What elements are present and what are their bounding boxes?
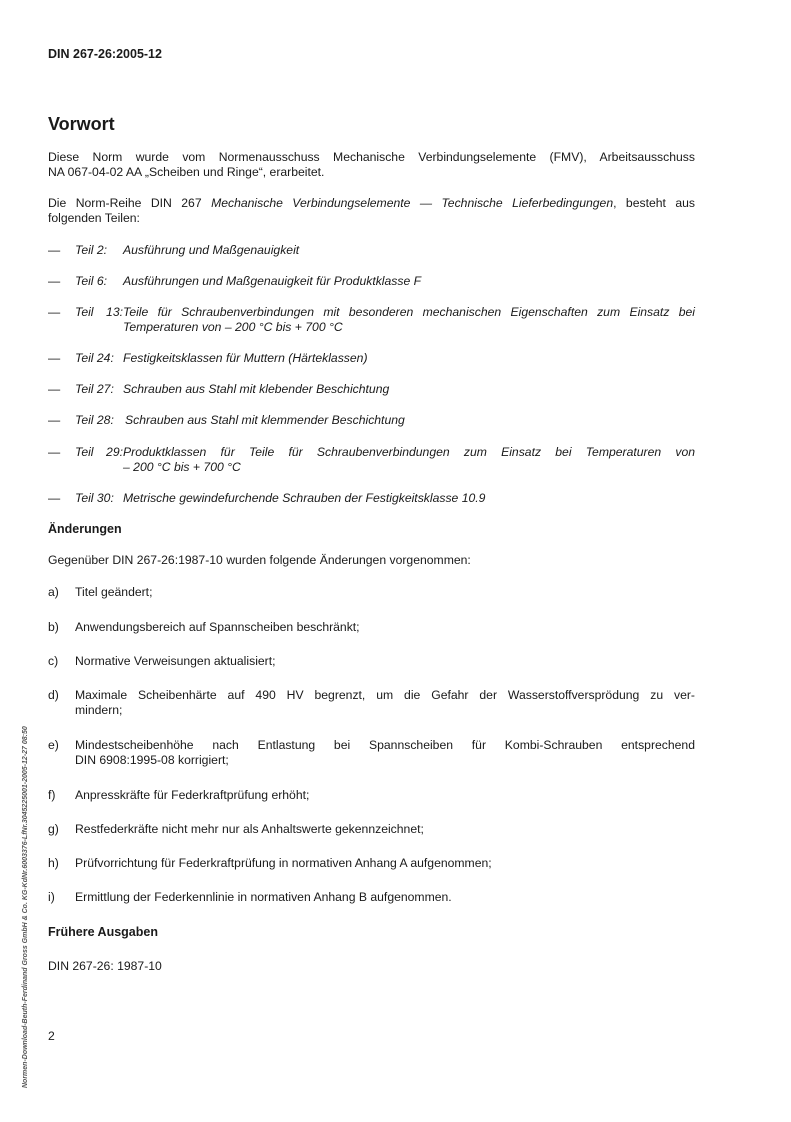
part-label: Teil 29: [75, 445, 123, 459]
foreword-paragraph-2 [48, 196, 695, 226]
part-label: Teil 30: [75, 491, 114, 505]
part-text-continued: – 200 °C bis + 700 °C [123, 460, 241, 474]
previous-editions-text: DIN 267-26: 1987-10 [48, 959, 162, 973]
change-text: Ermittlung der Federkennlinie in normativen Anhang B aufgenommen. [75, 890, 452, 904]
changes-heading: Änderungen [48, 522, 122, 536]
foreword-p2-prefix: Die Norm-Reihe DIN 267 [48, 196, 212, 210]
change-text-continued: mindern; [75, 703, 123, 717]
dash-marker: — [48, 445, 61, 459]
list-marker: b) [48, 620, 59, 634]
part-text-continued: Temperaturen von – 200 °C bis + 700 °C [123, 320, 343, 334]
part-text: Schrauben aus Stahl mit klebender Beschichtung [123, 382, 390, 396]
foreword-p2-suffix: , besteht aus [613, 196, 695, 210]
dash-marker: — [48, 274, 61, 288]
change-text: Normative Verweisungen aktualisiert; [75, 654, 276, 668]
part-label: Teil 2: [75, 243, 108, 257]
list-marker: i) [48, 890, 55, 904]
list-marker: e) [48, 738, 59, 752]
part-label: Teil 24: [75, 351, 114, 365]
dash-marker: — [48, 491, 61, 505]
list-marker: d) [48, 688, 59, 702]
part-label: Teil 6: [75, 274, 108, 288]
part-label: Teil 27: [75, 382, 114, 396]
page-number: 2 [48, 1029, 55, 1043]
series-title: Mechanische Verbindungselemente — Technische Lieferbedingungen [211, 196, 614, 210]
foreword-p2-line2: folgenden Teilen: [48, 211, 140, 225]
foreword-paragraph-1 [48, 150, 695, 180]
change-text: Prüfvorrichtung für Federkraftprüfung in normativen Anhang A aufgenommen; [75, 856, 492, 870]
change-text: Maximale Scheibenhärte auf 490 HV begrenzt, um die Gefahr der Wasserstoffversprödung zu ver- [75, 688, 695, 702]
list-marker: a) [48, 585, 59, 599]
list-marker: h) [48, 856, 59, 870]
part-text: Teile für Schraubenverbindungen mit besonderen mechanischen Eigenschaften zum Einsatz bei [123, 305, 695, 319]
download-watermark: Normen-Download-Beuth-Ferdinand Gross GmbH & Co. KG-KdNr.6003376-LfNr.3045225001-2005-12-27 08:50 [22, 726, 29, 1088]
change-text: Anwendungsbereich auf Spannscheiben beschränkt; [75, 620, 360, 634]
foreword-p1-line1: Diese Norm wurde vom Normenausschuss Mechanische Verbindungselemente (FMV), Arbeitsausschuss [48, 150, 695, 164]
dash-marker: — [48, 351, 61, 365]
change-text-continued: DIN 6908:1995-08 korrigiert; [75, 753, 229, 767]
change-text: Titel geändert; [75, 585, 153, 599]
part-text: Festigkeitsklassen für Muttern (Härteklassen) [123, 351, 368, 365]
part-text: Ausführungen und Maßgenauigkeit für Produktklasse F [123, 274, 422, 288]
foreword-p1-line2: NA 067-04-02 AA „Scheiben und Ringe“, erarbeitet. [48, 165, 325, 179]
list-marker: c) [48, 654, 59, 668]
part-label: Teil 28: [75, 413, 114, 427]
previous-editions-heading: Frühere Ausgaben [48, 925, 158, 939]
change-text: Mindestscheibenhöhe nach Entlastung bei Spannscheiben für Kombi-Schrauben entsprechend [75, 738, 695, 752]
list-marker: g) [48, 822, 59, 836]
foreword-p2-line1 [48, 196, 695, 211]
document-id: DIN 267-26:2005-12 [48, 47, 162, 61]
dash-marker: — [48, 382, 61, 396]
part-text: Produktklassen für Teile für Schraubenverbindungen zum Einsatz bei Temperaturen von [123, 445, 695, 459]
change-text: Anpresskräfte für Federkraftprüfung erhöht; [75, 788, 310, 802]
part-text: Metrische gewindefurchende Schrauben der Festigkeitsklasse 10.9 [123, 491, 486, 505]
dash-marker: — [48, 305, 61, 319]
foreword-title: Vorwort [48, 114, 115, 134]
part-text: Schrauben aus Stahl mit klemmender Beschichtung [125, 413, 405, 427]
dash-marker: — [48, 413, 61, 427]
part-label: Teil 13: [75, 305, 123, 319]
part-text: Ausführung und Maßgenauigkeit [123, 243, 300, 257]
change-text: Restfederkräfte nicht mehr nur als Anhaltswerte gekennzeichnet; [75, 822, 424, 836]
list-marker: f) [48, 788, 56, 802]
changes-intro: Gegenüber DIN 267-26:1987-10 wurden folgende Änderungen vorgenommen: [48, 553, 471, 567]
dash-marker: — [48, 243, 61, 257]
